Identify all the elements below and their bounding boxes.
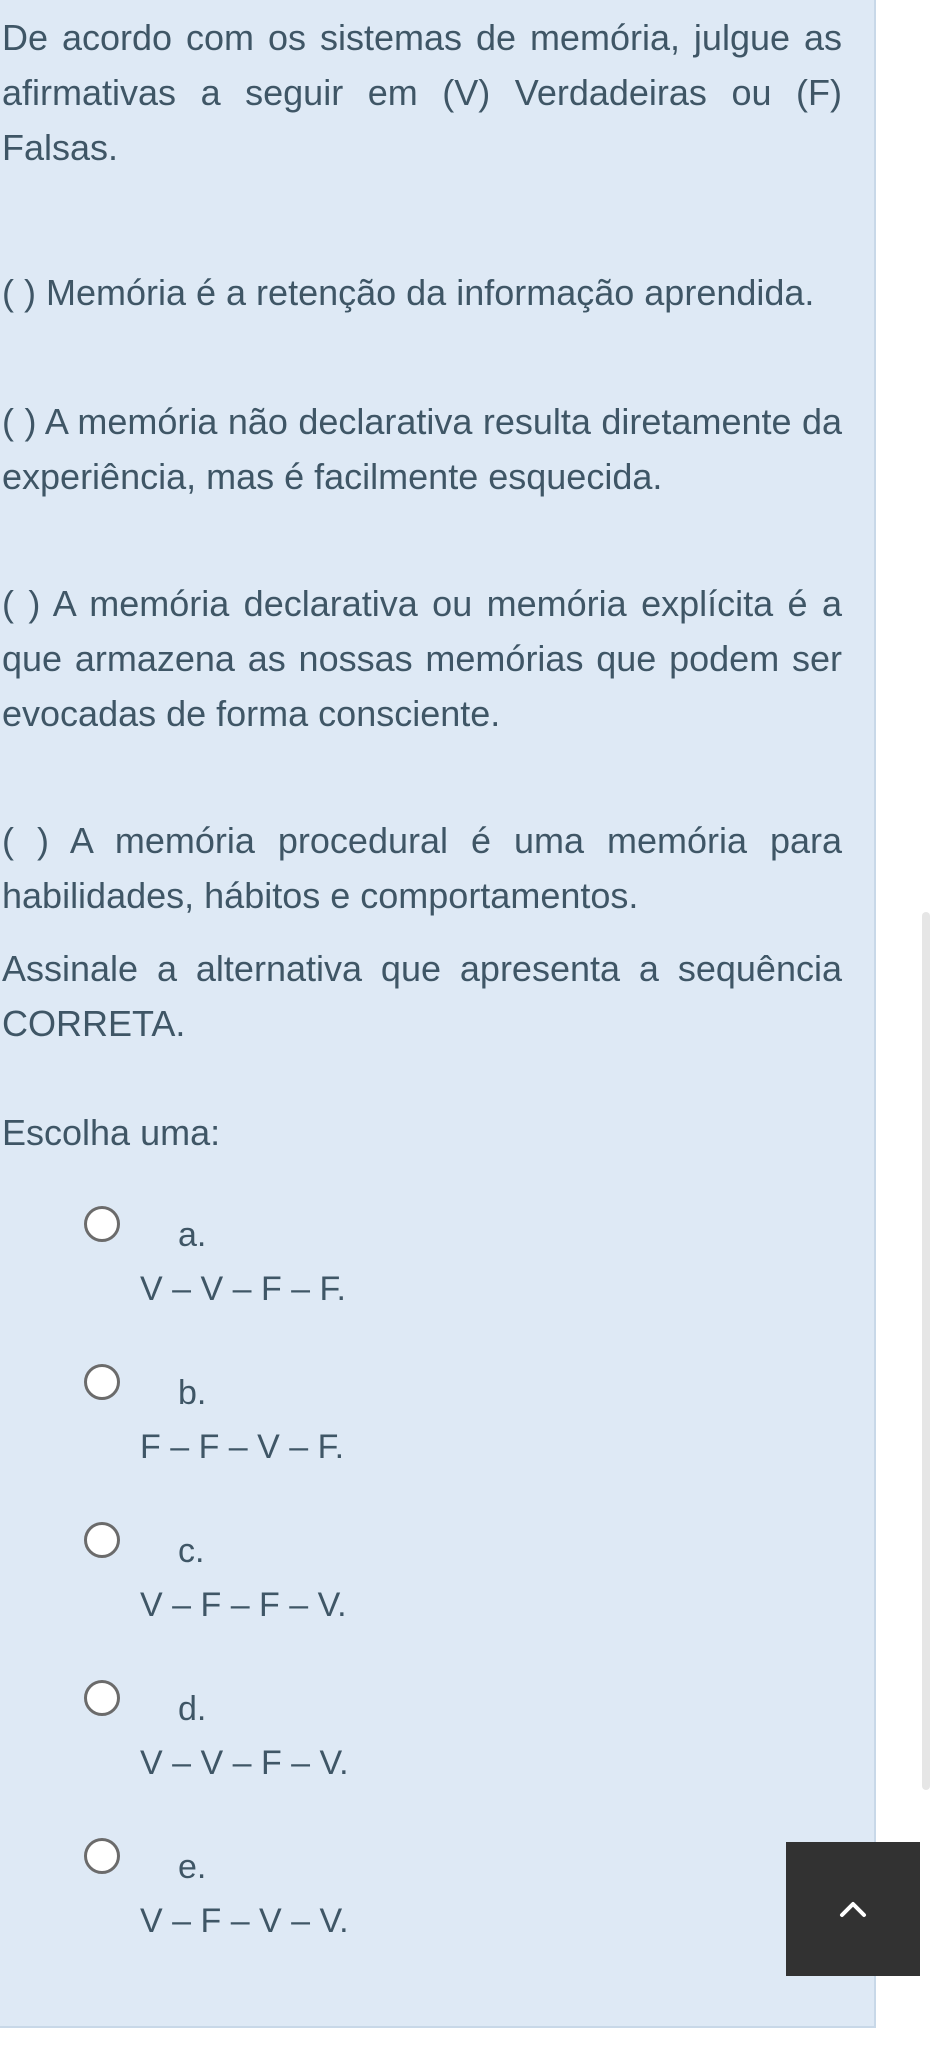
option-letter: b. bbox=[178, 1374, 207, 1412]
radio-button[interactable] bbox=[84, 1680, 120, 1716]
radio-button[interactable] bbox=[84, 1206, 120, 1242]
chevron-up-icon bbox=[838, 1899, 868, 1919]
option-letter: d. bbox=[178, 1690, 207, 1728]
option-b[interactable] bbox=[0, 1364, 700, 1504]
option-text: V – F – F – V. bbox=[140, 1586, 347, 1624]
choose-label: Escolha uma: bbox=[2, 1112, 221, 1153]
question-instruction: Assinale a alternativa que apresenta a sequência CORRETA. bbox=[2, 948, 842, 1044]
option-text: V – V – F – V. bbox=[140, 1744, 349, 1782]
page-scrollbar[interactable] bbox=[922, 912, 930, 1790]
option-e[interactable] bbox=[0, 1838, 700, 1978]
option-text: V – F – V – V. bbox=[140, 1902, 349, 1940]
back-to-top-button[interactable] bbox=[786, 1842, 920, 1976]
radio-button[interactable] bbox=[84, 1364, 120, 1400]
statement-1: ( ) Memória é a retenção da informação aprendida. bbox=[2, 272, 815, 313]
radio-button[interactable] bbox=[84, 1522, 120, 1558]
option-d[interactable] bbox=[0, 1680, 700, 1820]
option-text: V – V – F – F. bbox=[140, 1270, 346, 1308]
option-text: F – F – V – F. bbox=[140, 1428, 345, 1466]
option-letter: e. bbox=[178, 1848, 207, 1886]
option-c[interactable] bbox=[0, 1522, 700, 1662]
question-intro: De acordo com os sistemas de memória, julgue as afirmativas a seguir em (V) Verdadeiras ou (F) Falsas. bbox=[2, 17, 842, 168]
radio-button[interactable] bbox=[84, 1838, 120, 1874]
option-letter: c. bbox=[178, 1532, 205, 1570]
option-a[interactable] bbox=[0, 1206, 700, 1346]
statement-3: ( ) A memória declarativa ou memória explícita é a que armazena as nossas memórias que podem ser evocadas de forma consciente. bbox=[2, 583, 842, 734]
option-letter: a. bbox=[178, 1216, 207, 1254]
statement-4: ( ) A memória procedural é uma memória para habilidades, hábitos e comportamentos. bbox=[2, 820, 842, 916]
statement-2: ( ) A memória não declarativa resulta diretamente da experiência, mas é facilmente esquecida. bbox=[2, 401, 842, 497]
